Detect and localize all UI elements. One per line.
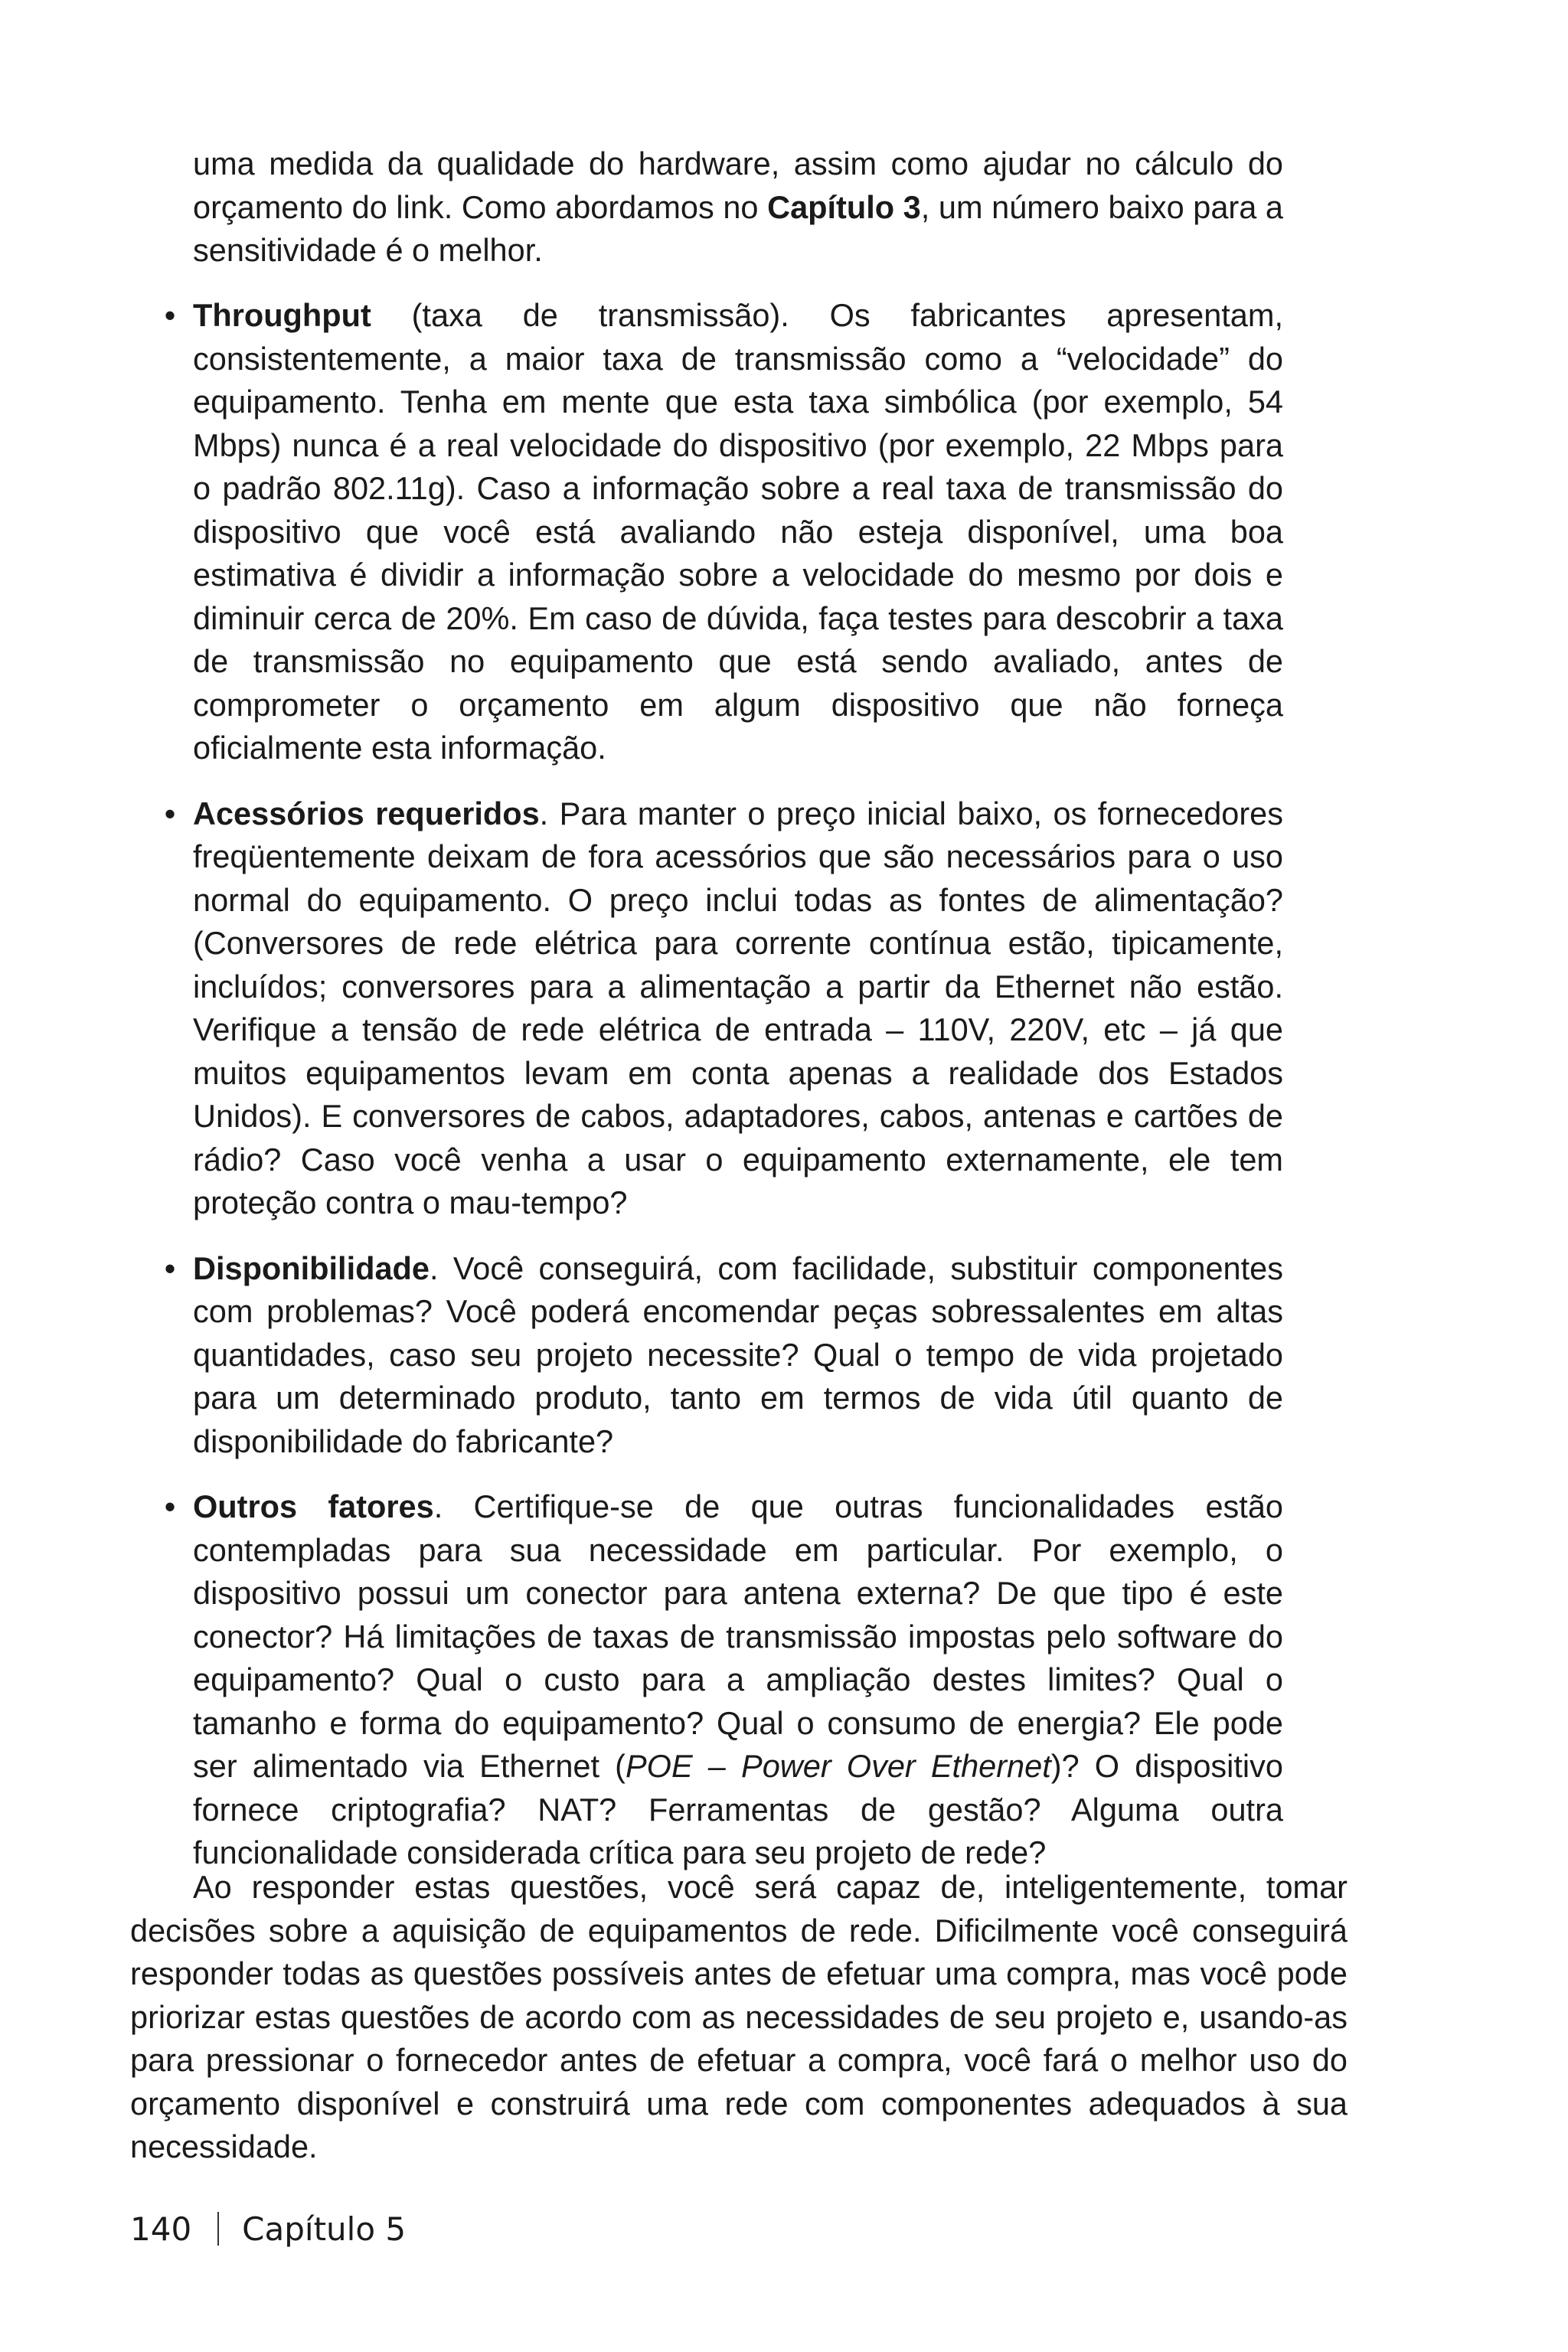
lead-paragraph-text-2: , um número baixo para a sensitividade é o melhor. <box>193 188 1283 268</box>
item-text: (taxa de transmissão). Os fabricantes apresentam, consistentemente, a maior taxa de transmissão como a “velocidade” do equipamento. Tenha em mente que esta taxa simbólica (por exemplo, 54 Mbps) nunca é a real velocidade do dispositivo (por exemplo, 22 Mbps para o padrão 802.11g). Caso a informação sobre a real taxa de transmissão do dispositivo que você está avaliando não esteja disponível, uma boa estimativa é dividir a informação sobre a velocidade do mesmo por dois e diminuir cerca de 20%. Em caso de dúvida, faça testes para descobrir a taxa de transmissão no equipamento que está sendo avaliado, antes de comprometer o orçamento em algum dispositivo que não forneça oficialmente esta informação. <box>193 297 1283 766</box>
item-text: . Certifique-se de que outras funcionalidades estão contempladas para sua necessidade em particular. Por exemplo, o dispositivo possui um conector para antena externa? De que tipo é este conector? Há limitações de taxas de transmissão impostas pelo software do equipamento? Qual o custo para a ampliação destes limites? Qual o tamanho e forma do equipamento? Qual o consumo de energia? Ele pode ser alimentado via Ethernet ( <box>193 1488 1283 1784</box>
footer-divider <box>217 2212 219 2246</box>
chapter-label: Capítulo 5 <box>242 2210 407 2248</box>
list-item-outros-fatores <box>164 1485 1283 1875</box>
bullet-icon: • <box>164 795 176 831</box>
item-text: . Você conseguirá, com facilidade, substituir componentes com problemas? Você poderá encomendar peças sobressalentes em altas quantidades, caso seu projeto necessite? Qual o tempo de vida projetado para um determinado produto, tanto em termos de vida útil quanto de disponibilidade do fabricante? <box>193 1250 1283 1459</box>
list-item-disponibilidade <box>164 1247 1283 1464</box>
poe-term: POE – Power Over Ethernet <box>626 1748 1051 1784</box>
item-text: . Para manter o preço inicial baixo, os fornecedores freqüentemente deixam de fora acessórios que são necessários para o uso normal do equipamento. O preço inclui todas as fontes de alimentação? (Conversores de rede elétrica para corrente contínua estão, tipicamente, incluídos; conversores para a alimentação a partir da Ethernet não estão. Verifique a tensão de rede elétrica de entrada – 110V, 220V, etc – já que muitos equipamentos levam em conta apenas a realidade dos Estados Unidos). E conversores de cabos, adaptadores, cabos, antenas e cartões de rádio? Caso você venha a usar o equipamento externamente, ele tem proteção contra o mau-tempo? <box>193 795 1283 1220</box>
page-footer <box>130 2207 406 2252</box>
term-outros-fatores: Outros fatores <box>193 1488 434 1524</box>
term-disponibilidade: Disponibilidade <box>193 1250 430 1286</box>
term-acessorios: Acessórios requeridos <box>193 795 540 831</box>
bullet-icon: • <box>164 1250 176 1286</box>
closing-paragraph: Ao responder estas questões, você será capaz de, inteligentemente, tomar decisões sobre a aquisição de equipamentos de rede. Dificilmente você conseguirá responder todas as questões possíveis antes de efetuar uma compra, mas você pode priorizar estas questões de acordo com as necessidades de seu projeto e, usando-as para pressionar o fornecedor antes de efetuar a compra, você fará o melhor uso do orçamento disponível e construirá uma rede com componentes adequados à sua necessidade. <box>130 1869 1348 2164</box>
bullet-icon: • <box>164 297 176 333</box>
factor-list <box>164 294 1283 1897</box>
page-number: 140 <box>130 2210 192 2248</box>
lead-paragraph <box>193 142 1283 273</box>
term-throughput: Throughput <box>193 297 371 333</box>
chapter-reference: Capítulo 3 <box>767 188 921 225</box>
item-text-end: )? O dispositivo fornece criptografia? NAT? Ferramentas de gestão? Alguma outra funcionalidade considerada crítica para seu projeto de rede? <box>193 1748 1283 1870</box>
bullet-icon: • <box>164 1488 176 1524</box>
list-item-throughput <box>164 294 1283 770</box>
list-item-acessorios <box>164 792 1283 1225</box>
lead-paragraph-text-1: uma medida da qualidade do hardware, assim como ajudar no cálculo do orçamento do link. Como abordamos no <box>193 145 1283 225</box>
